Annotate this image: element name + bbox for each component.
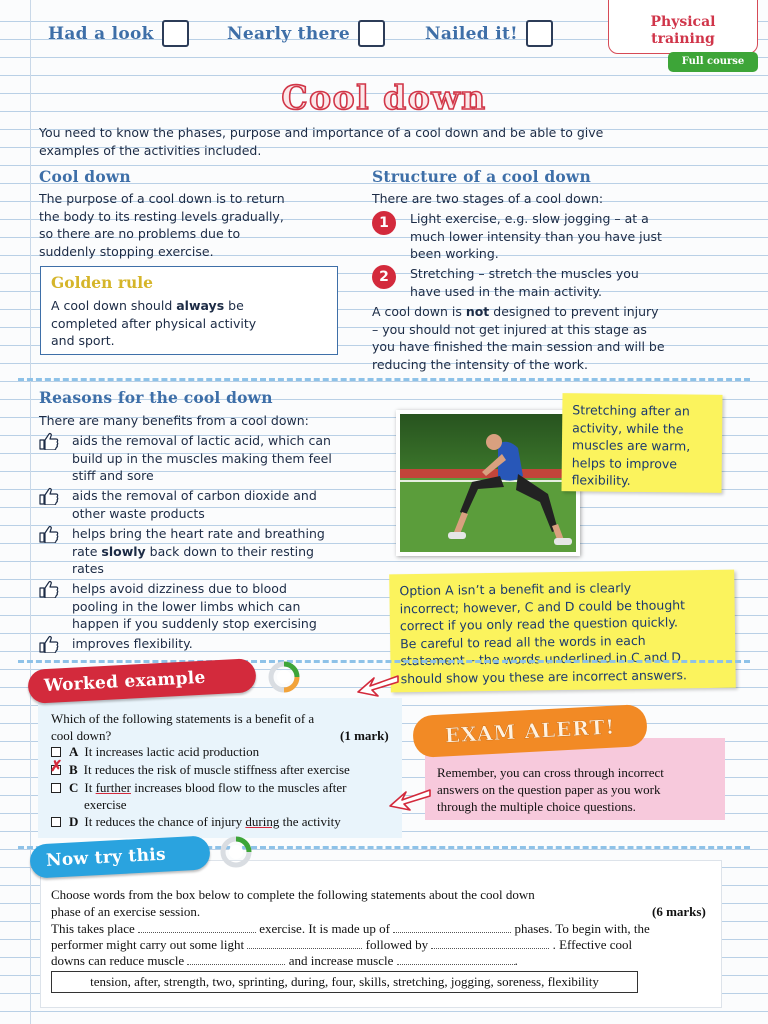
now-try-marks: (6 marks) (652, 904, 706, 919)
structure-heading: Structure of a cool down (372, 167, 591, 186)
stage-1-line: much lower intensity than you have just (410, 228, 662, 244)
sentence-text: exercise. It is made up of (259, 921, 390, 936)
structure-lead: There are two stages of a cool down: (372, 191, 604, 206)
option-text: the activity (279, 814, 341, 829)
reason-line: stiff and sore (72, 468, 154, 483)
page-title: Cool down (281, 78, 487, 117)
section-divider (18, 378, 750, 381)
cross-mark-icon: ✗ (50, 759, 63, 775)
instruction-line: phase of an exercise session. (51, 904, 201, 919)
cool-down-line: so there are no problems due to (39, 226, 241, 241)
golden-rule-emphasis: always (176, 298, 225, 313)
stretching-photo (396, 410, 580, 556)
reason-emphasis: slowly (101, 543, 146, 559)
worked-example-question (51, 710, 314, 744)
blank-answer-4[interactable] (431, 937, 549, 949)
worked-example-marks: (1 mark) (340, 728, 389, 743)
sentence-text: . (514, 953, 518, 968)
difficulty-gauge-icon (215, 836, 257, 868)
reason-text-part: back down to their resting (145, 543, 314, 559)
sentence-text: This takes place (51, 921, 135, 936)
thumbs-up-icon (38, 580, 60, 598)
sticky-line: Stretching after an (572, 402, 690, 419)
stage-2-line: have used in the main activity. (410, 283, 603, 299)
blank-answer-3[interactable] (247, 937, 362, 949)
underlined-word: further (95, 780, 131, 795)
nailed-it-label: Nailed it! (425, 23, 518, 44)
fill-blank-sentence-2 (51, 936, 711, 953)
had-a-look-item (48, 20, 189, 47)
blank-answer-2[interactable] (393, 921, 511, 933)
option-text: It reduces the risk of muscle stiffness after exercise (83, 762, 350, 777)
sentence-text: followed by (365, 937, 429, 952)
nailed-it-checkbox[interactable] (526, 20, 553, 47)
reason-line: rates (72, 561, 104, 576)
intro-line: examples of the activities included. (39, 142, 262, 158)
thumbs-up-icon (38, 525, 60, 543)
option-text: It increases lactic acid production (84, 744, 260, 759)
option-letter: B (69, 762, 78, 777)
section-divider (18, 660, 750, 663)
page-margin-line (30, 0, 31, 1024)
blank-answer-5[interactable] (187, 953, 285, 965)
athlete-stretching-image (400, 414, 576, 552)
course-badge: Full course (668, 52, 758, 72)
option-text: increases blood flow to the muscles after (130, 780, 347, 795)
stage-1-line: Light exercise, e.g. slow jogging – at a (410, 211, 649, 226)
thumbs-up-icon (38, 432, 60, 450)
had-a-look-checkbox[interactable] (162, 20, 189, 47)
stage-2-line: Stretching – stretch the muscles you (410, 266, 639, 281)
intro-line: You need to know the phases, purpose and importance of a cool down and be able to give (39, 125, 604, 140)
injury-line: – you should not get injured at this stage as (372, 321, 647, 337)
option-letter: C (69, 780, 79, 795)
stage-2-text (410, 265, 639, 300)
blank-answer-6[interactable] (397, 953, 515, 965)
fill-blank-sentence-3 (51, 952, 711, 969)
word-box: tension, after, strength, two, sprinting, during, four, skills, stretching, jogging, soreness, flexibility (51, 971, 638, 993)
exam-alert-ribbon: EXAM ALERT! (412, 704, 648, 758)
sentence-text: phases. To begin with, the (514, 921, 650, 936)
reasons-heading: Reasons for the cool down (39, 388, 273, 407)
exam-alert-line: Remember, you can cross through incorrect (437, 765, 664, 780)
reason-line: build up in the muscles making them feel (72, 450, 332, 466)
reason-item (72, 525, 325, 578)
topic-tab-line2: training (651, 31, 715, 47)
reason-line: pooling in the lower limbs which can (72, 598, 301, 614)
note-line: Option A isn’t a benefit and is clearly (399, 580, 632, 599)
injury-line: you have finished the main session and will be (372, 339, 665, 354)
note-line: incorrect; however, C and D could be thought (399, 596, 686, 616)
option-text: It (84, 780, 96, 795)
option-d[interactable] (51, 813, 341, 830)
option-c-continuation: exercise (84, 797, 127, 812)
option-text: It reduces the chance of injury (84, 814, 246, 829)
golden-rule-heading: Golden rule (51, 273, 154, 292)
question-line: Which of the following statements is a benefit of a (51, 711, 315, 726)
injury-text-part: designed to prevent injury (489, 304, 659, 319)
nearly-there-checkbox[interactable] (358, 20, 385, 47)
stage-1-text (410, 210, 662, 263)
sticky-line: flexibility. (571, 472, 631, 488)
golden-rule-line: completed after physical activity (51, 315, 257, 331)
note-line: Be careful to read all the words in each (400, 632, 646, 651)
nearly-there-item (227, 20, 385, 47)
reason-item: improves flexibility. (72, 636, 193, 651)
reason-line: aids the removal of lactic acid, which can (72, 433, 331, 448)
option-a[interactable] (51, 743, 259, 760)
option-letter: A (69, 744, 79, 759)
nearly-there-label: Nearly there (227, 23, 350, 44)
note-line: should show you these are incorrect answers. (400, 666, 687, 686)
fill-blank-sentence-1 (51, 920, 711, 937)
now-try-instruction (51, 886, 535, 920)
option-c[interactable] (51, 779, 346, 796)
instruction-line: Choose words from the box below to complete the following statements about the cool down (51, 887, 535, 902)
reasons-lead: There are many benefits from a cool down: (39, 413, 309, 428)
option-letter: D (69, 814, 79, 829)
difficulty-gauge-icon (263, 661, 305, 693)
reason-line: other waste products (72, 505, 205, 521)
injury-emphasis: not (465, 304, 490, 319)
reason-line: helps bring the heart rate and breathing (72, 526, 325, 541)
reason-item (72, 580, 317, 633)
golden-rule-box (40, 266, 338, 355)
reason-text-part: rate (72, 543, 102, 559)
topic-tab (608, 0, 758, 54)
note-line: correct if you only read the question quickly. (399, 614, 679, 634)
sentence-text: . Effective cool (552, 937, 633, 952)
reason-line: happen if you suddenly stop exercising (72, 616, 317, 631)
sticky-line: muscles are warm, (571, 437, 691, 454)
sentence-text: performer might carry out some light (51, 937, 245, 952)
sentence-text: downs can reduce muscle (51, 953, 185, 968)
golden-rule-text-part: be (224, 298, 244, 313)
reason-line: aids the removal of carbon dioxide and (72, 488, 317, 503)
cool-down-text (39, 190, 285, 260)
golden-rule-text-part: A cool down should (51, 298, 177, 313)
cool-down-line: the body to its resting levels gradually, (39, 208, 284, 224)
thumbs-up-icon (38, 487, 60, 505)
option-b-checkbox[interactable] (50, 759, 63, 775)
sentence-text: and increase muscle (288, 953, 394, 968)
worked-example-ribbon: Worked example (27, 658, 256, 704)
note-line: statement – the words underlined in C and D (400, 649, 681, 669)
exam-alert-line: through the multiple choice questions. (437, 799, 636, 814)
arrow-icon (356, 672, 400, 700)
option-b[interactable] (51, 761, 350, 778)
stretching-sticky-note (561, 393, 722, 493)
thumbs-up-icon (38, 635, 60, 653)
sticky-line: helps to improve (571, 454, 678, 471)
cool-down-line: suddenly stopping exercise. (39, 243, 214, 259)
intro-text (39, 124, 603, 159)
injury-text (372, 303, 665, 373)
topic-tab-line1: Physical (650, 14, 716, 30)
now-try-this-ribbon: Now try this (29, 835, 211, 878)
option-explanation-note (389, 570, 736, 693)
option-c-checkbox[interactable] (51, 783, 61, 793)
cool-down-line: The purpose of a cool down is to return (39, 191, 285, 206)
golden-rule-text (51, 297, 327, 350)
reason-item (72, 432, 332, 485)
option-a-checkbox[interactable] (51, 747, 61, 757)
injury-text-part: A cool down is (372, 304, 466, 319)
cool-down-heading: Cool down (39, 167, 131, 186)
arrow-icon (388, 786, 432, 814)
question-line: cool down? (51, 728, 112, 743)
reason-line: helps avoid dizziness due to blood (72, 581, 287, 596)
stage-1-line: been working. (410, 246, 499, 261)
had-a-look-label: Had a look (48, 23, 154, 44)
exam-alert-line: answers on the question paper as you work (437, 782, 661, 797)
injury-line: reducing the intensity of the work. (372, 356, 588, 372)
nailed-it-item (425, 20, 553, 47)
stage-1-number: 1 (372, 211, 396, 235)
option-d-checkbox[interactable] (51, 817, 61, 827)
stage-2-number: 2 (372, 265, 396, 289)
golden-rule-line: and sport. (51, 333, 115, 348)
sticky-line: activity, while the (572, 419, 684, 436)
reason-item (72, 487, 317, 522)
blank-answer-1[interactable] (138, 921, 256, 933)
underlined-word: during (245, 814, 280, 829)
